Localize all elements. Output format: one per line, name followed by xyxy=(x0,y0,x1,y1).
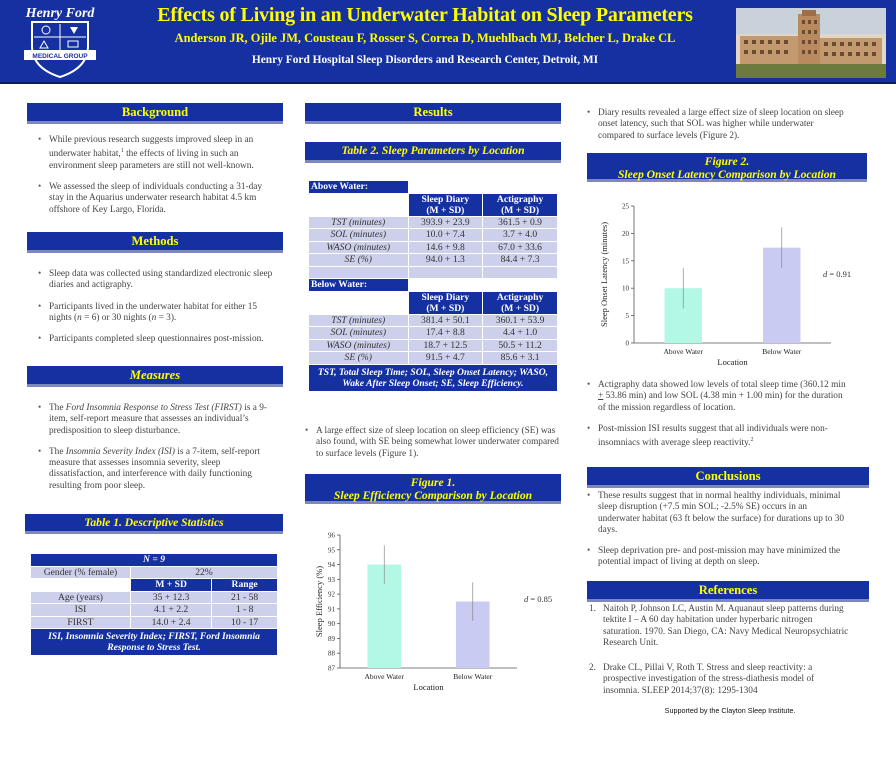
above-water-label: Above Water: xyxy=(309,181,409,194)
col-actigraphy: Actigraphy (M + SD) xyxy=(483,291,558,314)
results-list-2 xyxy=(585,108,847,152)
table-row: SE (%) 91.5 + 4.7 85.6 + 3.1 xyxy=(309,352,558,365)
col-mean-sd: M + SD xyxy=(131,579,212,592)
table2-footnote: TST, Total Sleep Time; SOL, Sleep Onset Latency; WASO, Wake After Sleep Onset; SE, Sleep Efficiency. xyxy=(309,364,558,391)
y-tick-label: 15 xyxy=(622,257,629,266)
y-tick-label: 94 xyxy=(328,561,335,570)
poster-authors: Anderson JR, Ojile JM, Cousteau F, Rosser S, Correa D, Muehlbach MJ, Belcher L, Drake CL xyxy=(174,31,676,45)
col-range: Range xyxy=(212,579,278,592)
y-tick-label: 95 xyxy=(328,546,335,555)
henry-ford-logo xyxy=(10,4,110,80)
methods-bullet: • Participants completed sleep questionnaires post-mission. xyxy=(36,334,276,345)
results-bullet: • Diary results revealed a large effect size of sleep location on sleep onset latency, such that SOL was higher while underwater compared to surface levels (Figure 2). xyxy=(585,108,847,142)
reference-item: 2. Drake CL, Pillai V, Roth T. Stress and sleep reactivity: a prospective investigation of the stress-diathesis model of insomnia. SLEEP 2014;37(8): 1295-1304 xyxy=(589,663,815,696)
table-row: TST (minutes) 393.9 + 23.9 361.5 + 0.9 xyxy=(309,216,558,229)
poster-affiliation: Henry Ford Hospital Sleep Disorders and Research Center, Detroit, MI xyxy=(251,54,599,66)
y-axis-label: Sleep Onset Latency (minutes) xyxy=(599,221,609,328)
x-tick-label: Above Water xyxy=(364,672,404,681)
x-axis-label: Location xyxy=(717,357,748,367)
background-heading: Background xyxy=(27,103,283,124)
table-row xyxy=(31,566,278,579)
table-header-row xyxy=(31,579,278,592)
y-tick-label: 10 xyxy=(622,284,629,293)
measures-bullet: • The Ford Insomnia Response to Stress Test (FIRST) is a 9-item, self-report measure that assesses an individual’s predisposition to sleep disturbance. xyxy=(36,403,276,437)
poster-title: Effects of Living in an Underwater Habitat on Sleep Parameters xyxy=(157,4,693,26)
background-bullet: • We assessed the sleep of individuals conducting a 31-day stay in the Aquarius underwater research habitat 4.5 km offshore of Key Largo, Florida. xyxy=(36,182,276,216)
methods-bullet: • Sleep data was collected using standardized electronic sleep diaries and actigraphy. xyxy=(36,269,276,292)
y-axis-label: Sleep Efficiency (%) xyxy=(314,565,324,638)
descriptive-statistics-table xyxy=(30,553,278,656)
y-tick-label: 93 xyxy=(328,575,335,584)
logo-text: Henry Ford xyxy=(25,6,95,21)
figure2-heading: Figure 2. Sleep Onset Latency Comparison by Location xyxy=(587,153,867,182)
table-row: WASO (minutes) 14.6 + 9.8 67.0 + 33.6 xyxy=(309,241,558,254)
col-sleep-diary: Sleep Diary (M + SD) xyxy=(408,291,483,314)
conclusions-list xyxy=(585,491,847,579)
background-bullet: • While previous research suggests improved sleep in an underwater habitat,$^1$ the effects of living in such an environment sleep parameters are still not well-known. xyxy=(36,135,276,172)
x-tick-label: Below Water xyxy=(762,347,802,356)
results-list-1 xyxy=(303,426,561,470)
y-tick-label: 25 xyxy=(622,202,629,211)
n-label: N = 9 xyxy=(31,554,278,567)
y-tick-label: 20 xyxy=(622,229,629,238)
sleep-onset-latency-chart xyxy=(590,195,868,370)
table-row: ISI 4.1 + 2.2 1 - 8 xyxy=(31,604,278,617)
table-row: SOL (minutes) 17.4 + 8.8 4.4 + 1.0 xyxy=(309,327,558,340)
x-tick-label: Above Water xyxy=(663,347,703,356)
sleep-parameters-table xyxy=(308,180,558,392)
y-tick-label: 90 xyxy=(328,620,335,629)
table-spacer-row xyxy=(309,266,558,279)
table-row: SOL (minutes) 10.0 + 7.4 3.7 + 4.0 xyxy=(309,229,558,242)
effect-size-annotation: d = 0.91 xyxy=(823,269,852,279)
sleep-efficiency-chart xyxy=(305,525,561,693)
table-footnote-row xyxy=(309,364,558,391)
poster-header xyxy=(0,0,896,84)
support-statement: Supported by the Clayton Sleep Institute. xyxy=(664,706,796,715)
table-row: WASO (minutes) 18.7 + 12.5 50.5 + 11.2 xyxy=(309,339,558,352)
conclusions-bullet: • Sleep deprivation pre- and post-mission may have minimized the potential impact of living at depth on sleep. xyxy=(585,546,847,569)
col-actigraphy: Actigraphy (M + SD) xyxy=(483,193,558,216)
table-row: FIRST 14.0 + 2.4 10 - 17 xyxy=(31,616,278,629)
logo-group-text: MEDICAL GROUP xyxy=(32,53,88,60)
table-row: SE (%) 94.0 + 1.3 84.4 + 7.3 xyxy=(309,254,558,267)
y-tick-label: 0 xyxy=(625,339,629,348)
table-header-row xyxy=(309,193,558,216)
gender-value: 22% xyxy=(131,566,278,579)
measures-list xyxy=(36,403,276,502)
table2-heading: Table 2. Sleep Parameters by Location xyxy=(305,142,561,163)
y-tick-label: 96 xyxy=(328,531,335,540)
below-water-label: Below Water: xyxy=(309,279,409,292)
methods-list xyxy=(36,269,276,355)
conclusions-heading: Conclusions xyxy=(587,467,869,488)
col-sleep-diary: Sleep Diary (M + SD) xyxy=(408,193,483,216)
table-footnote-row xyxy=(31,629,278,656)
measures-bullet: • The Insomnia Severity Index (ISI) is a 7-item, self-report measure that assesses insomnia severity, sleep dissatisfaction, and interference with daily functioning resulting from poor sleep. xyxy=(36,447,276,492)
methods-bullet: • Participants lived in the underwater habitat for either 15 nights (n = 6) or 30 nights (n = 3). xyxy=(36,302,276,325)
y-tick-label: 92 xyxy=(328,590,335,599)
gender-label: Gender (% female) xyxy=(31,566,131,579)
results-heading: Results xyxy=(305,103,561,124)
table-row xyxy=(31,554,278,567)
table1-heading: Table 1. Descriptive Statistics xyxy=(25,514,283,534)
table-header-row xyxy=(309,291,558,314)
table-row xyxy=(309,279,558,292)
figure1-heading: Figure 1. Sleep Efficiency Comparison by Location xyxy=(305,474,561,504)
effect-size-annotation: d = 0.85 xyxy=(524,594,553,604)
y-tick-label: 91 xyxy=(328,605,335,614)
results-bullet: • A large effect size of sleep location on sleep efficiency (SE) was also found, with SE being somewhat lower underwater compared to surface levels (Figure 1). xyxy=(303,426,561,460)
references-heading: References xyxy=(587,581,869,602)
table1-footnote: ISI, Insomnia Severity Index; FIRST, Ford Insomnia Response to Stress Test. xyxy=(31,629,278,656)
results-list-3 xyxy=(585,380,847,460)
x-axis-label: Location xyxy=(413,682,444,692)
y-tick-label: 87 xyxy=(328,664,335,673)
methods-heading: Methods xyxy=(27,232,283,253)
references-list xyxy=(589,604,851,711)
y-tick-label: 89 xyxy=(328,634,335,643)
table-row xyxy=(309,181,558,194)
results-bullet: • Actigraphy data showed low levels of total sleep time (360.12 min + 53.86 min) and low SOL (4.38 min + 1.00 min) for the duration of the mission regardless of location. xyxy=(585,380,847,414)
conclusions-bullet: • These results suggest that in normal healthy individuals, minimal sleep disruption (+7.5 min SOL; -2.5% SE) occurs in an underwater habitat (63 ft below the surface) for durations up to 30 days. xyxy=(585,491,847,536)
background-list xyxy=(36,135,276,226)
table-row: TST (minutes) 381.4 + 50.1 360.1 + 53.9 xyxy=(309,314,558,327)
hospital-photo xyxy=(736,8,886,78)
reference-item: 1. Naitoh P, Johnson LC, Austin M. Aquanaut sleep patterns during tektite I – A 60 day habitation under hyperbaric nitrogen saturation. 1970. San Diego, CA: Navy Medical Neuropsychiatric Research Unit. xyxy=(589,604,849,648)
measures-heading: Measures xyxy=(27,366,283,387)
table-row: Age (years) 35 + 12.3 21 - 58 xyxy=(31,591,278,604)
x-tick-label: Below Water xyxy=(453,672,493,681)
y-tick-label: 88 xyxy=(328,649,335,658)
results-bullet: • Post-mission ISI results suggest that all individuals were non-insomniacs with average sleep reactivity.$^2$ xyxy=(585,424,847,450)
y-tick-label: 5 xyxy=(625,312,629,321)
